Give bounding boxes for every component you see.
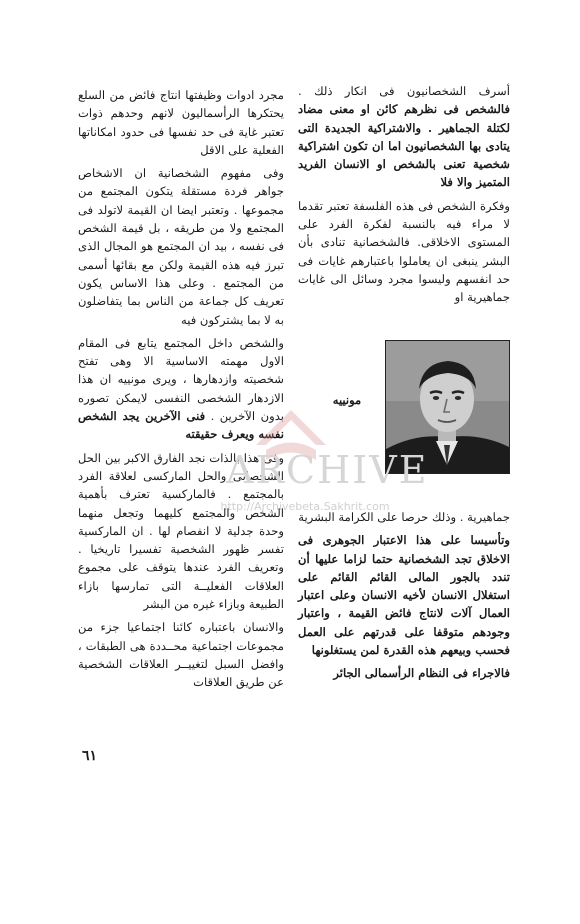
archive-watermark-url: http://Archivebeta.Sakhrit.com bbox=[220, 500, 390, 513]
right-paragraph-1-lead: أسرف الشخصانيون فى انكار ذلك . bbox=[298, 84, 510, 98]
right-lower-paragraph-1: جماهيرية . وذلك حرصا على الكرامة البشرية bbox=[298, 510, 510, 524]
right-lower-paragraph-2: وتأسيسا على هذا الاعتبار الجوهرى فى الاخلاق تجد الشخصانية حتما لزاما عليها أن تندد بالجور المالى القائم القائم على استغلال الانسان لأخيه الانسان وعلى اعتبار العمال آلات لانتاج فائض القيمة ، واعتبار وجودهم متوقفا على قدرتهم على العمل فحسب وبيعهم هذه القدرة لمن يستغلونها bbox=[298, 533, 510, 658]
left-paragraph-3-text: والشخص داخل المجتمع يتابع فى المقام الاول مهمته الاساسية الا وهى تفتح شخصيته وازدهارها ، ويرى مونييه ان هذا الازدهار الشخصى النفسى لايمكن تصوره بدون الآخرين . bbox=[78, 335, 285, 424]
right-lower-paragraph-3: فالاجراء فى النظام الرأسمالى الجائر bbox=[333, 666, 510, 681]
right-paragraph-1 bbox=[298, 82, 510, 192]
archive-watermark-text: ARCHIVE bbox=[226, 448, 429, 492]
right-paragraph-2: وفكرة الشخص فى هذه الفلسفة تعتبر تقدما لا مراء فيه بالنسبة لفكرة الفرد على المستوى الاخلاقى. فالشخصانية تنادى بأن البشر ينبغى ان يعاملوا باعتبارهم غايات فى حد انفسهم وليسوا مجرد وسائل الى غايات جماهيرية او bbox=[298, 198, 510, 305]
left-paragraph-5: والانسان باعتباره كائنا اجتماعيا جزء من مجموعات اجتماعية محــددة هى الطبقات ، وافضل السبل لتغييــر العلاقات الشخصية عن طريق العلاقات bbox=[78, 620, 284, 690]
left-paragraph-4: وفى هذا بالذات نجد الفارق الاكبر بين الحل الشخصانى والحل الماركسى لعلاقة الفرد بالمجتمع . فالماركسية تعترف بأهمية الشخص والمجتمع كليهما وتجعل منهما وحدة جدلية لا انفصام لها . ان الماركسية تفسر ظهور الشخصية تفسيرا تاريخيا . وتعريف الفرد عندها يتوقف على مجموع العلاقات الفعليــة التى تمارسها بازاء الطبيعة وبازاء غيره من البشر bbox=[78, 450, 284, 612]
photo-caption: مونييه bbox=[332, 393, 362, 407]
right-lower-column bbox=[298, 508, 510, 688]
left-paragraph-1: مجرد ادوات وظيفتها انتاج فائض من السلع يحتكرها الرأسماليون لانهم وحدهم ذوات تعتبر غاية فى حد نفسها فى حدود امكاناتها الفعلية على الاقل bbox=[78, 88, 284, 157]
left-paragraph-2: وفى مفهوم الشخصانية ان الاشخاص جواهر فردة مستقلة يتكون المجتمع من مجموعها . وتعتبر ايضا ان القيمة لاتولد فى المجتمع ولا من طريقه ، بل قيمة الشخص فى نفسه ، بيد ان المجتمع هو المجال الذى تبرز فيه هذه القيمة ولكن مع بقائها أسمى من المجتمع . وعلى هذا الاساس يكون تعريف كل جماعة من الناس بما يتفاضلون به لا بما يشتركون فيه bbox=[78, 166, 284, 327]
right-paragraph-1-bold: فالشخص فى نظرهم كائن او معنى مضاد لكتلة الجماهير . والاشتراكية الجديدة التى يتادى بها الشخصانيون اما ان تكون اشتراكية شخصية تعنى بالشخص او الانسان الفريد المتميز والا فلا bbox=[298, 102, 510, 190]
left-paragraph-3-bold: فنى الآخرين يجد الشخص نفسه ويعرف حقيقته bbox=[78, 409, 284, 442]
right-column bbox=[298, 82, 510, 312]
page-number: ٦١ bbox=[82, 748, 98, 764]
left-column bbox=[78, 86, 284, 697]
